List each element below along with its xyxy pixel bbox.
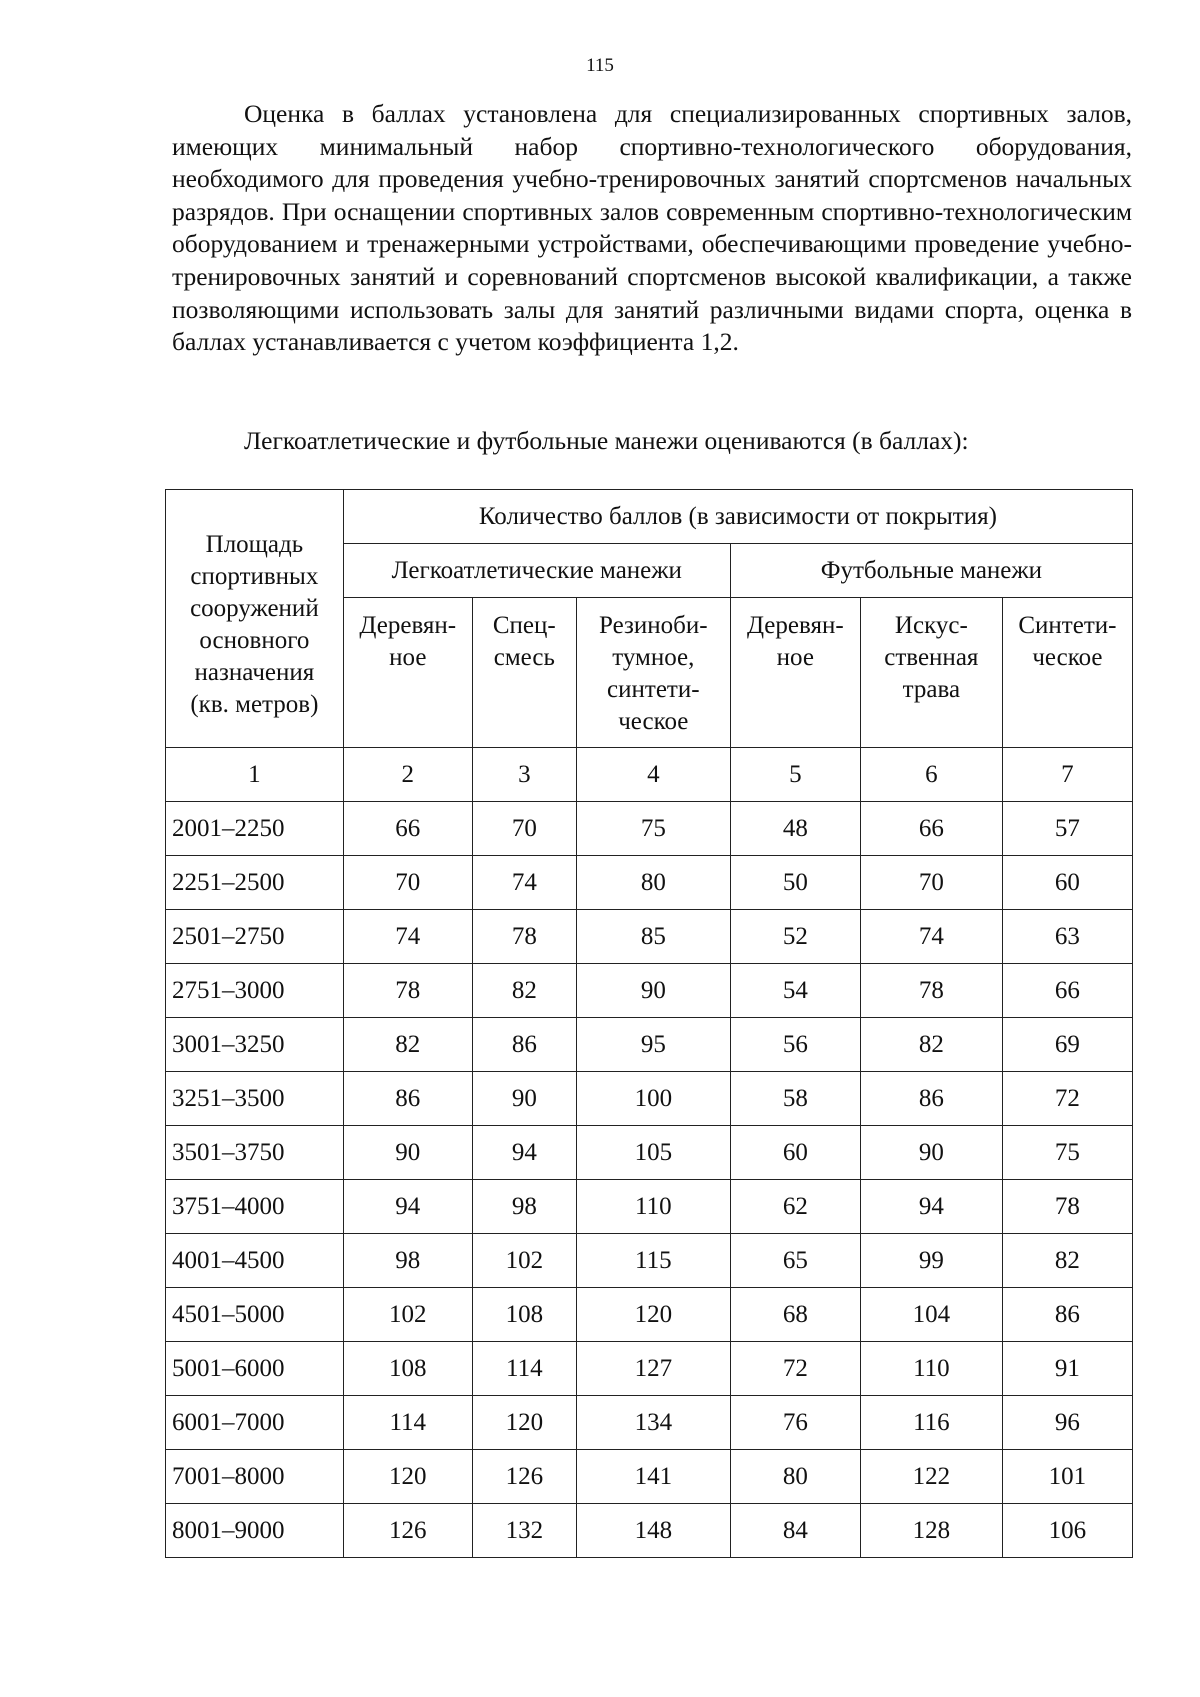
score-cell: 94 — [343, 1180, 472, 1234]
score-cell: 98 — [343, 1234, 472, 1288]
column-number: 4 — [576, 748, 730, 802]
table-row — [166, 1018, 1133, 1072]
score-cell: 91 — [1002, 1342, 1132, 1396]
area-range-cell: 2501–2750 — [166, 910, 344, 964]
score-cell: 82 — [860, 1018, 1002, 1072]
score-cell: 148 — [576, 1504, 730, 1558]
score-cell: 114 — [472, 1342, 576, 1396]
score-cell: 94 — [472, 1126, 576, 1180]
table-caption: Легкоатлетические и футбольные манежи оцениваются (в баллах): — [244, 426, 969, 455]
score-cell: 85 — [576, 910, 730, 964]
table-row — [166, 910, 1133, 964]
area-range-cell: 3251–3500 — [166, 1072, 344, 1126]
score-cell: 48 — [730, 802, 860, 856]
area-range-cell: 5001–6000 — [166, 1342, 344, 1396]
column-number: 2 — [343, 748, 472, 802]
score-cell: 134 — [576, 1396, 730, 1450]
score-cell: 57 — [1002, 802, 1132, 856]
score-cell: 120 — [472, 1396, 576, 1450]
table-row — [166, 1504, 1133, 1558]
score-cell: 78 — [343, 964, 472, 1018]
area-column-header-text: Площадь спортивных сооружений основного назначения (кв. метров) — [190, 530, 319, 718]
page-number: 115 — [586, 55, 614, 76]
column-header-football-wood: Деревян- ное — [730, 598, 860, 748]
score-cell: 72 — [1002, 1072, 1132, 1126]
table-body — [166, 802, 1133, 1558]
score-cell: 63 — [1002, 910, 1132, 964]
column-number: 5 — [730, 748, 860, 802]
score-cell: 82 — [472, 964, 576, 1018]
area-range-cell: 2751–3000 — [166, 964, 344, 1018]
score-cell: 110 — [860, 1342, 1002, 1396]
score-cell: 78 — [472, 910, 576, 964]
table-row — [166, 1288, 1133, 1342]
table-row — [166, 1072, 1133, 1126]
scores-table — [165, 489, 1133, 1558]
score-cell: 90 — [343, 1126, 472, 1180]
score-cell: 96 — [1002, 1396, 1132, 1450]
table-row — [166, 964, 1133, 1018]
table-row — [166, 1180, 1133, 1234]
score-cell: 84 — [730, 1504, 860, 1558]
score-cell: 90 — [472, 1072, 576, 1126]
score-cell: 106 — [1002, 1504, 1132, 1558]
score-cell: 102 — [343, 1288, 472, 1342]
area-range-cell: 4501–5000 — [166, 1288, 344, 1342]
column-number: 6 — [860, 748, 1002, 802]
football-group-header: Футбольные манежи — [730, 544, 1132, 598]
column-header-athletics-rubber-bitumen: Резиноби- тумное, синтети- ческое — [576, 598, 730, 748]
score-cell: 115 — [576, 1234, 730, 1288]
score-cell: 66 — [1002, 964, 1132, 1018]
table-row — [166, 856, 1133, 910]
score-cell: 127 — [576, 1342, 730, 1396]
score-cell: 95 — [576, 1018, 730, 1072]
score-cell: 110 — [576, 1180, 730, 1234]
score-cell: 90 — [576, 964, 730, 1018]
score-cell: 76 — [730, 1396, 860, 1450]
score-cell: 70 — [472, 802, 576, 856]
score-cell: 99 — [860, 1234, 1002, 1288]
score-cell: 56 — [730, 1018, 860, 1072]
column-numbers-row — [166, 748, 1133, 802]
score-cell: 68 — [730, 1288, 860, 1342]
table-row — [166, 802, 1133, 856]
score-cell: 86 — [343, 1072, 472, 1126]
area-range-cell: 7001–8000 — [166, 1450, 344, 1504]
score-cell: 65 — [730, 1234, 860, 1288]
score-cell: 80 — [730, 1450, 860, 1504]
score-cell: 54 — [730, 964, 860, 1018]
score-cell: 141 — [576, 1450, 730, 1504]
score-cell: 102 — [472, 1234, 576, 1288]
score-cell: 74 — [860, 910, 1002, 964]
score-cell: 86 — [860, 1072, 1002, 1126]
score-cell: 116 — [860, 1396, 1002, 1450]
table-row — [166, 1396, 1133, 1450]
area-range-cell: 2001–2250 — [166, 802, 344, 856]
area-range-cell: 3001–3250 — [166, 1018, 344, 1072]
score-cell: 90 — [860, 1126, 1002, 1180]
table-row — [166, 1342, 1133, 1396]
score-cell: 94 — [860, 1180, 1002, 1234]
score-cell: 60 — [730, 1126, 860, 1180]
score-cell: 126 — [472, 1450, 576, 1504]
score-cell: 78 — [860, 964, 1002, 1018]
score-cell: 58 — [730, 1072, 860, 1126]
column-header-athletics-special-mix: Спец- смесь — [472, 598, 576, 748]
score-cell: 86 — [472, 1018, 576, 1072]
column-header-football-artificial-grass: Искус- ственная трава — [860, 598, 1002, 748]
score-cell: 66 — [343, 802, 472, 856]
column-header-athletics-wood: Деревян- ное — [343, 598, 472, 748]
area-range-cell: 8001–9000 — [166, 1504, 344, 1558]
score-cell: 132 — [472, 1504, 576, 1558]
score-cell: 108 — [343, 1342, 472, 1396]
area-column-header — [166, 490, 344, 748]
intro-paragraph: Оценка в баллах установлена для специализированных спортивных залов, имеющих минимальный набор спортивно-технологического оборудования, необходимого для проведения учебно-тренировочных занятий спортсменов начальных разрядов. При оснащении спортивных залов современным спортивно-технологическим оборудованием и тренажерными устройствами, обеспечивающими проведение учебно-тренировочных занятий и соревнований спортсменов высокой квалификации, а также позволяющими использовать залы для занятий различными видами спорта, оценка в баллах устанавливается с учетом коэффициента 1,2. — [172, 99, 1132, 357]
score-cell: 101 — [1002, 1450, 1132, 1504]
score-cell: 128 — [860, 1504, 1002, 1558]
column-number: 1 — [166, 748, 344, 802]
score-cell: 80 — [576, 856, 730, 910]
column-header-football-synthetic: Синтети- ческое — [1002, 598, 1132, 748]
table-row — [166, 1126, 1133, 1180]
score-cell: 108 — [472, 1288, 576, 1342]
area-range-cell: 2251–2500 — [166, 856, 344, 910]
score-cell: 114 — [343, 1396, 472, 1450]
score-cell: 75 — [576, 802, 730, 856]
score-cell: 60 — [1002, 856, 1132, 910]
score-cell: 78 — [1002, 1180, 1132, 1234]
score-group-header: Количество баллов (в зависимости от покрытия) — [343, 490, 1132, 544]
table-row — [166, 1450, 1133, 1504]
score-cell: 105 — [576, 1126, 730, 1180]
score-cell: 66 — [860, 802, 1002, 856]
score-cell: 98 — [472, 1180, 576, 1234]
score-cell: 75 — [1002, 1126, 1132, 1180]
score-cell: 74 — [343, 910, 472, 964]
score-cell: 69 — [1002, 1018, 1132, 1072]
score-cell: 62 — [730, 1180, 860, 1234]
score-cell: 52 — [730, 910, 860, 964]
table-row — [166, 1234, 1133, 1288]
score-cell: 70 — [860, 856, 1002, 910]
score-cell: 74 — [472, 856, 576, 910]
area-range-cell: 3501–3750 — [166, 1126, 344, 1180]
column-number: 3 — [472, 748, 576, 802]
score-cell: 122 — [860, 1450, 1002, 1504]
score-cell: 120 — [343, 1450, 472, 1504]
column-number: 7 — [1002, 748, 1132, 802]
score-cell: 104 — [860, 1288, 1002, 1342]
score-cell: 100 — [576, 1072, 730, 1126]
score-cell: 72 — [730, 1342, 860, 1396]
area-range-cell: 6001–7000 — [166, 1396, 344, 1450]
score-cell: 120 — [576, 1288, 730, 1342]
score-cell: 82 — [343, 1018, 472, 1072]
score-cell: 86 — [1002, 1288, 1132, 1342]
athletics-group-header: Легкоатлетические манежи — [343, 544, 730, 598]
area-range-cell: 3751–4000 — [166, 1180, 344, 1234]
score-cell: 126 — [343, 1504, 472, 1558]
score-cell: 70 — [343, 856, 472, 910]
score-cell: 82 — [1002, 1234, 1132, 1288]
score-cell: 50 — [730, 856, 860, 910]
area-range-cell: 4001–4500 — [166, 1234, 344, 1288]
